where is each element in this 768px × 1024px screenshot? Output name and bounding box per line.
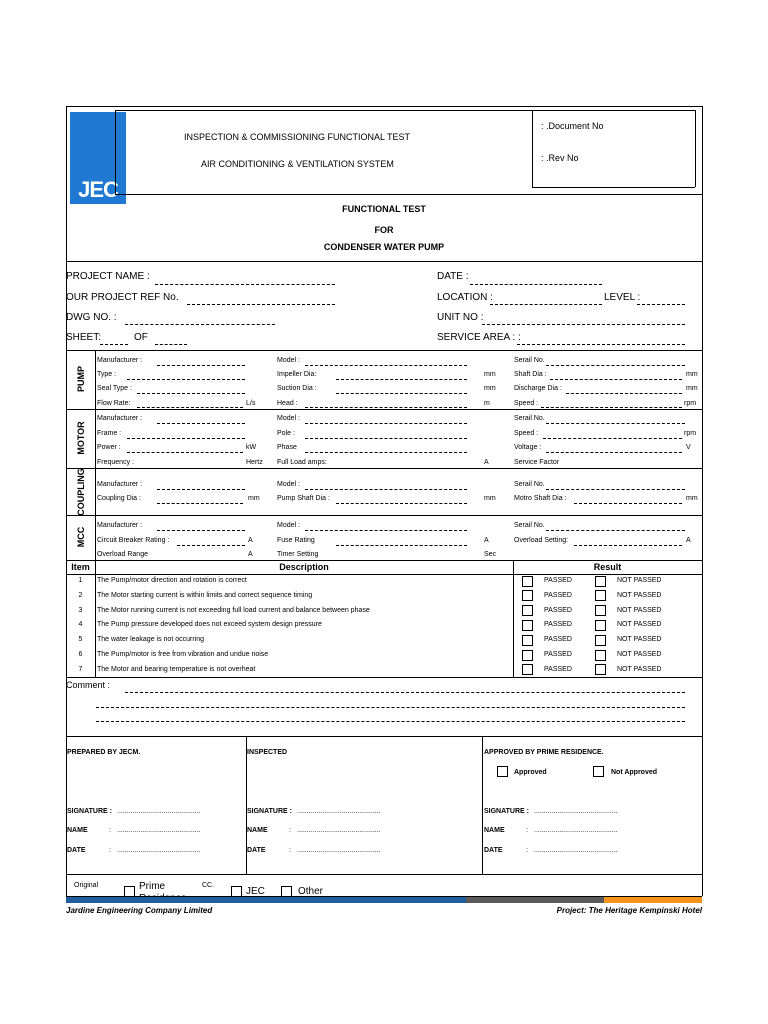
footer-bar-orange	[604, 897, 702, 903]
checklist-bottom	[66, 677, 702, 678]
motor-power-unit: kW	[246, 444, 257, 451]
signature-label: SIGNATURE :	[67, 808, 112, 815]
approved-option-label: Approved	[514, 769, 547, 776]
mcc-serial-label: Serail No.	[514, 522, 545, 529]
breaker-rating-label: Circuit Breaker Rating :	[97, 537, 170, 544]
not-passed-checkbox[interactable]	[595, 635, 606, 646]
logo-text: JEC	[78, 177, 118, 202]
pump-flow-label: Flow Rate:	[97, 400, 131, 407]
passed-checkbox[interactable]	[522, 635, 533, 646]
pump-model-field[interactable]	[305, 365, 467, 366]
signature-field[interactable]: ...........................................	[117, 808, 201, 815]
checklist-divider-result	[513, 560, 514, 677]
checklist-item-description: The Pump/motor is free from vibration and undue noise	[97, 651, 269, 658]
coupling-dia-field[interactable]	[157, 503, 243, 504]
title-divider	[66, 261, 702, 262]
motor-voltage-field[interactable]	[546, 452, 682, 453]
footer-company: Jardine Engineering Company Limited	[66, 906, 213, 915]
motor-phase-label: Phase	[277, 444, 297, 451]
passed-checkbox[interactable]	[522, 650, 533, 661]
date-label: DATE	[247, 847, 266, 854]
overload-setting-field[interactable]	[574, 545, 682, 546]
motor-frame-field[interactable]	[127, 438, 245, 439]
overload-setting-unit: A	[686, 537, 691, 544]
of-label: OF	[134, 332, 148, 343]
not-passed-checkbox[interactable]	[595, 590, 606, 601]
passed-checkbox[interactable]	[522, 664, 533, 675]
dwg-no-label: DWG NO. :	[66, 312, 117, 323]
breaker-rating-unit: A	[248, 537, 253, 544]
jec-checkbox[interactable]	[231, 886, 242, 897]
footer-bar-blue	[66, 897, 466, 903]
pump-discharge-field[interactable]	[566, 393, 682, 394]
signoff-divider-2	[482, 736, 483, 874]
motor-section-label: MOTOR	[76, 421, 86, 455]
name-colon: :	[526, 827, 528, 834]
pump-shaft-field[interactable]	[550, 379, 682, 380]
checklist-item-number: 6	[78, 651, 83, 658]
pump-head-label: Head :	[277, 400, 298, 407]
motor-voltage-unit: V	[686, 444, 691, 451]
frame-right	[702, 106, 703, 896]
date-colon: :	[526, 847, 528, 854]
motor-speed-field[interactable]	[543, 438, 682, 439]
coupling-model-label: Model :	[277, 481, 300, 488]
location-label: LOCATION :	[437, 292, 493, 303]
pump-suction-field[interactable]	[336, 393, 467, 394]
mcc-model-field[interactable]	[305, 530, 467, 531]
checklist-item-description: The Pump pressure developed does not exceed system design pressure	[97, 621, 322, 629]
name-label: NAME	[247, 827, 268, 834]
pump-type-label: Type :	[97, 371, 117, 378]
sheet-total-field[interactable]	[155, 344, 187, 345]
sheet-field[interactable]	[100, 344, 128, 345]
other-label: Other	[298, 886, 324, 897]
date-colon: :	[109, 847, 111, 854]
pump-shaft-dia-field[interactable]	[336, 503, 467, 504]
signature-field[interactable]: ...........................................	[534, 808, 618, 815]
rev-no-label: : .Rev No	[541, 153, 579, 163]
coupling-top	[66, 468, 702, 469]
pump-suction-label: Suction Dia :	[277, 385, 317, 392]
section-label-divider	[95, 350, 96, 560]
name-label: NAME	[67, 827, 88, 834]
date-field[interactable]: ...........................................	[117, 847, 201, 854]
checklist-item-number: 5	[78, 636, 83, 644]
dwg-no-field[interactable]	[125, 324, 275, 325]
pump-top	[66, 350, 702, 351]
motor-power-field[interactable]	[127, 452, 243, 453]
pump-shaft-label: Shaft Dia :	[514, 371, 547, 378]
pump-shaft-unit: mm	[686, 371, 698, 378]
original-label: Original	[74, 882, 99, 889]
coupling-serial-label: Serail No.	[514, 481, 545, 488]
name-colon: :	[109, 827, 111, 834]
comment-line-3[interactable]	[96, 721, 685, 722]
jec-label: JEC	[246, 886, 265, 897]
checklist-item-description: The Pump/motor direction and rotation is correct	[97, 577, 247, 584]
pump-type-field[interactable]	[127, 379, 245, 380]
motor-voltage-label: Voltage :	[514, 444, 542, 451]
level-label: LEVEL :	[604, 292, 641, 303]
pump-discharge-unit: mm	[686, 385, 698, 392]
motor-speed-label: Speed :	[514, 430, 539, 437]
motor-power-label: Power :	[97, 444, 121, 451]
unit-no-label: UNIT NO :	[437, 312, 484, 323]
pump-discharge-label: Discharge Dia :	[514, 385, 562, 392]
pump-manufacturer-label: Manufacturer :	[97, 357, 143, 364]
date-field[interactable]: ...........................................	[297, 847, 381, 854]
motor-manufacturer-field[interactable]	[157, 423, 245, 424]
motor-full-load-unit: A	[484, 459, 489, 466]
date-label: DATE	[484, 847, 503, 854]
name-field[interactable]: ...........................................	[117, 827, 201, 834]
pump-serial-label: Serail No.	[514, 357, 545, 364]
mcc-top	[66, 515, 702, 516]
motor-manufacturer-label: Manufacturer :	[97, 415, 143, 422]
passed-checkbox[interactable]	[522, 620, 533, 631]
coupling-dia-unit: mm	[248, 495, 260, 502]
prime-residence-checkbox[interactable]	[124, 886, 135, 897]
motor-model-label: Model :	[277, 415, 300, 422]
not-passed-label: NOT PASSED	[617, 621, 662, 629]
pump-suction-unit: mm	[484, 385, 496, 392]
header-divider-right	[532, 110, 533, 187]
checklist-item-description: The water leakage is not occurring	[97, 636, 204, 644]
date-label: DATE :	[437, 271, 469, 282]
date-colon: :	[289, 847, 291, 854]
pump-flow-unit: L/s	[246, 400, 256, 407]
date-label: DATE	[67, 847, 86, 854]
approved-checkbox[interactable]	[497, 766, 508, 777]
project-ref-label: OUR PROJECT REF No.	[66, 292, 179, 303]
docno-box-right	[695, 110, 696, 187]
document-no-label: : .Document No	[541, 121, 604, 131]
sheet-label: SHEET:	[66, 332, 102, 343]
passed-label: PASSED	[544, 577, 572, 584]
mcc-serial-field[interactable]	[546, 530, 685, 531]
not-passed-label: NOT PASSED	[617, 636, 662, 644]
not-passed-label: NOT PASSED	[617, 606, 662, 614]
pump-serial-field[interactable]	[546, 365, 685, 366]
not-passed-checkbox[interactable]	[595, 664, 606, 675]
equipment-title: CONDENSER WATER PUMP	[323, 242, 445, 252]
pump-speed-unit: rpm	[684, 400, 697, 407]
passed-label: PASSED	[544, 606, 572, 614]
footer-bar-gray	[466, 897, 604, 903]
prime-residence-label: Prime	[139, 881, 166, 892]
mcc-manufacturer-field[interactable]	[157, 530, 245, 531]
passed-checkbox[interactable]	[522, 590, 533, 601]
checklist-item-number: 1	[78, 577, 83, 584]
mcc-model-label: Model :	[277, 522, 300, 529]
name-field[interactable]: ...........................................	[297, 827, 381, 834]
motor-speed-unit: rpm	[684, 430, 697, 437]
checklist-header-bottom	[66, 574, 702, 575]
coupling-serial-field[interactable]	[546, 489, 685, 490]
docno-box-bottom	[532, 187, 695, 188]
location-field[interactable]	[490, 304, 602, 305]
motor-pole-label: Pole :	[277, 430, 295, 437]
name-field[interactable]: ...........................................	[534, 827, 618, 834]
not-passed-label: NOT PASSED	[617, 577, 662, 584]
project-name-label: PROJECT NAME :	[66, 271, 150, 282]
passed-label: PASSED	[544, 651, 572, 658]
checklist-item-description: The Motor running current is not exceeding full load current and balance between phase	[97, 606, 370, 614]
not-passed-label: NOT PASSED	[617, 591, 662, 599]
pump-model-label: Model :	[277, 357, 300, 364]
coupling-manufacturer-field[interactable]	[157, 489, 245, 490]
name-colon: :	[289, 827, 291, 834]
header-divider-left	[115, 110, 116, 195]
timer-setting-unit: Sec	[484, 551, 497, 558]
project-name-field[interactable]	[155, 284, 335, 285]
mcc-bottom	[66, 560, 702, 561]
header-box-top	[115, 110, 695, 111]
checklist-item-number: 4	[78, 621, 83, 629]
checklist-item-number: 3	[78, 606, 83, 614]
pump-section-label: PUMP	[76, 366, 86, 393]
name-label: NAME	[484, 827, 505, 834]
motor-service-factor-label: Service Factor	[514, 459, 560, 466]
coupling-manufacturer-label: Manufacturer :	[97, 481, 143, 488]
company-logo	[70, 112, 126, 204]
not-approved-option-label: Not Approved	[611, 769, 658, 776]
pump-shaft-dia-unit: mm	[484, 495, 496, 502]
pump-flow-field[interactable]	[137, 407, 243, 408]
motor-phase-field[interactable]	[305, 452, 467, 453]
not-passed-label: NOT PASSED	[617, 651, 662, 658]
passed-label: PASSED	[544, 591, 572, 599]
system-title: AIR CONDITIONING & VENTILATION SYSTEM	[201, 159, 394, 169]
result-column-header: Result	[593, 562, 622, 572]
test-title-line2: FOR	[374, 225, 394, 235]
inspected-label: INSPECTED	[247, 749, 288, 756]
passed-label: PASSED	[544, 621, 572, 629]
pump-speed-field[interactable]	[541, 407, 682, 408]
form-title: INSPECTION & COMMISSIONING FUNCTIONAL TEST	[184, 132, 411, 142]
pump-head-field[interactable]	[305, 407, 467, 408]
motor-shaft-dia-unit: mm	[686, 495, 698, 502]
signature-label: SIGNATURE :	[247, 808, 292, 815]
motor-frequency-label: Frequency :	[97, 459, 134, 466]
coupling-section-label: COUPLING	[76, 468, 86, 516]
overload-setting-label: Overload Setting:	[514, 537, 569, 544]
checklist-item-number: 7	[78, 665, 83, 673]
signature-field[interactable]: ...........................................	[297, 808, 381, 815]
description-column-header: Description	[279, 562, 329, 572]
checklist-item-description: The Motor and bearing temperature is not overheat	[97, 665, 256, 673]
motor-shaft-dia-field[interactable]	[574, 503, 682, 504]
approved-by-label: APPROVED BY PRIME RESIDENCE.	[484, 749, 604, 756]
passed-label: PASSED	[544, 665, 572, 673]
pump-seal-label: Seal Type :	[97, 385, 132, 392]
overload-range-label: Overload Range	[97, 551, 148, 558]
pump-head-unit: m	[484, 400, 490, 407]
fuse-rating-label: Fuse Rating	[277, 537, 315, 544]
motor-top	[66, 409, 702, 410]
cc-label: CC.	[202, 882, 215, 889]
pump-seal-field[interactable]	[137, 393, 245, 394]
pump-impeller-unit: mm	[484, 371, 496, 378]
not-passed-checkbox[interactable]	[595, 620, 606, 631]
other-checkbox[interactable]	[281, 886, 292, 897]
comment-line-2[interactable]	[96, 707, 685, 708]
pump-speed-label: Speed :	[514, 400, 539, 407]
signature-label: SIGNATURE :	[484, 808, 529, 815]
date-field[interactable]	[470, 284, 602, 285]
pump-shaft-dia-label: Pump Shaft Dia :	[277, 495, 330, 502]
coupling-model-field[interactable]	[305, 489, 467, 490]
not-passed-checkbox[interactable]	[595, 650, 606, 661]
signoff-bottom	[66, 874, 702, 875]
motor-pole-field[interactable]	[305, 438, 467, 439]
not-passed-checkbox[interactable]	[595, 605, 606, 616]
motor-model-field[interactable]	[305, 423, 467, 424]
date-field[interactable]: ...........................................	[534, 847, 618, 854]
comment-line-1[interactable]	[125, 692, 685, 693]
mcc-section-label: MCC	[76, 526, 86, 548]
item-column-header: Item	[71, 562, 90, 572]
motor-frame-label: Frame :	[97, 430, 122, 437]
timer-setting-label: Timer Setting	[277, 551, 319, 558]
breaker-rating-field[interactable]	[177, 545, 245, 546]
comment-label: Comment :	[66, 680, 111, 690]
motor-serial-label: Serail No.	[514, 415, 545, 422]
pump-manufacturer-field[interactable]	[157, 365, 245, 366]
checklist-item-number: 2	[78, 591, 83, 599]
header-box-bottom	[115, 194, 702, 195]
motor-full-load-label: Full Load amps:	[277, 459, 327, 466]
checklist-item-description: The Motor starting current is within limits and correct sequence timing	[97, 591, 313, 599]
pump-impeller-field[interactable]	[336, 379, 467, 380]
motor-shaft-dia-label: Motro Shaft Dia :	[514, 495, 567, 502]
passed-label: PASSED	[544, 636, 572, 644]
prepared-by-label: PREPARED BY JECM.	[67, 749, 141, 756]
service-area-label: SERVICE AREA : :	[437, 332, 521, 343]
comment-bottom	[66, 736, 702, 737]
not-passed-checkbox[interactable]	[595, 576, 606, 587]
unit-no-field[interactable]	[482, 324, 685, 325]
level-field[interactable]	[637, 304, 685, 305]
footer-project: Project: The Heritage Kempinski Hotel	[556, 906, 702, 915]
service-area-field[interactable]	[517, 344, 685, 345]
mcc-manufacturer-label: Manufacturer :	[97, 522, 143, 529]
passed-checkbox[interactable]	[522, 605, 533, 616]
not-passed-label: NOT PASSED	[617, 665, 662, 673]
test-title-line1: FUNCTIONAL TEST	[342, 204, 426, 214]
coupling-dia-label: Coupling Dia :	[97, 495, 141, 502]
passed-checkbox[interactable]	[522, 576, 533, 587]
overload-range-unit: A	[248, 551, 253, 558]
project-ref-field[interactable]	[187, 304, 335, 305]
motor-serial-field[interactable]	[546, 423, 685, 424]
frame-top	[66, 106, 702, 107]
pump-impeller-label: Impeller Dia:	[277, 371, 317, 378]
fuse-rating-field[interactable]	[336, 545, 467, 546]
motor-frequency-unit: Hertz	[246, 459, 263, 466]
not-approved-checkbox[interactable]	[593, 766, 604, 777]
checklist-divider-item	[95, 560, 96, 677]
fuse-rating-unit: A	[484, 537, 489, 544]
